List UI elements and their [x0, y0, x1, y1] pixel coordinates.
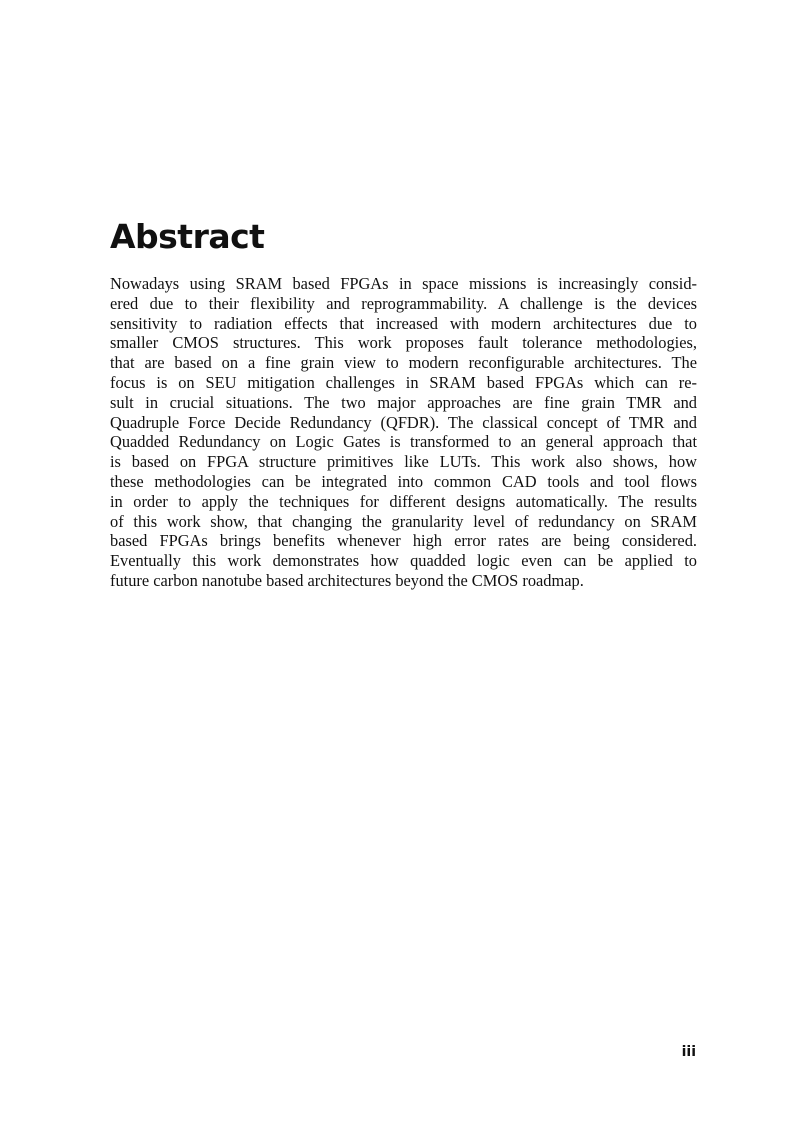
abstract-line: that are based on a fine grain view to modern reconfigurable architectures. The: [110, 353, 697, 373]
abstract-line: in order to apply the techniques for different designs automatically. The results: [110, 491, 697, 511]
abstract-line: based FPGAs brings benefits whenever high error rates are being considered.: [110, 531, 697, 551]
abstract-line: is based on FPGA structure primitives like LUTs. This work also shows, how: [110, 452, 697, 472]
abstract-line: Nowadays using SRAM based FPGAs in space missions is increasingly consid-: [110, 274, 697, 293]
abstract-line: Quadded Redundancy on Logic Gates is transformed to an general approach that: [110, 432, 697, 452]
abstract-line: Quadruple Force Decide Redundancy (QFDR). The classical concept of TMR and: [110, 412, 697, 432]
abstract-line: future carbon nanotube based architectures beyond the CMOS roadmap.: [110, 570, 584, 590]
abstract-line: focus is on SEU mitigation challenges in SRAM based FPGAs which can re-: [110, 372, 697, 392]
abstract-line: sult in crucial situations. The two major approaches are fine grain TMR and: [110, 392, 697, 412]
abstract-line: sensitivity to radiation effects that increased with modern architectures due to: [110, 313, 697, 333]
abstract-line: ered due to their flexibility and reprogrammability. A challenge is the devices: [110, 293, 697, 313]
abstract-line: smaller CMOS structures. This work proposes fault tolerance methodologies,: [110, 333, 697, 353]
abstract-line: of this work show, that changing the granularity level of redundancy on SRAM: [110, 511, 697, 531]
abstract-line: Eventually this work demonstrates how quadded logic even can be applied to: [110, 551, 697, 571]
abstract-body: [110, 274, 697, 591]
abstract-line: these methodologies can be integrated into common CAD tools and tool flows: [110, 471, 697, 491]
page-number: iii: [681, 1044, 696, 1060]
abstract-heading: Abstract: [110, 217, 265, 256]
